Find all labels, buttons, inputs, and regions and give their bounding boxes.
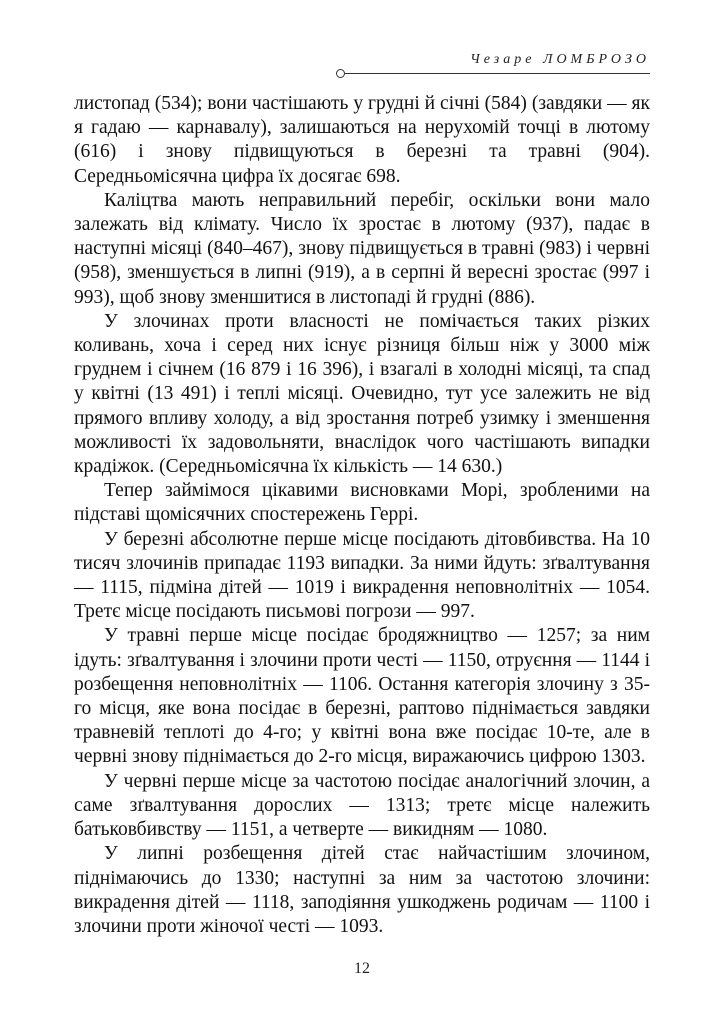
paragraph: У липні розбещення дітей стає найчастішим злочином, піднімаючись до 1330; наступні за ним за частотою злочини: викрадення дітей — 1118, заподіяння ушкоджень родичам — 1100 і злочини проти жіночої честі — 1093. [74, 843, 650, 937]
paragraph: У травні перше місце посідає бродяжництво — 1257; за ним ідуть: зґвалтування і злочини проти честі — 1150, отруєння — 1144 і розбещення неповнолітніх — 1106. Остання категорія злочину з 35-го місця, яке вона посідає в березні, раптово піднімається завдяки травневій теплоті до 4-го; у квітні вона вже посідає 10-те, але в червні знову піднімається до 2-го місця, виражаючись цифрою 1303. [74, 625, 650, 768]
paragraph: листопад (534); вони частішають у грудні й січні (584) (завдяки — як я гадаю — карнавалу), залишаються на нерухомій точці в лютому (616) і знову підвищуються в березні та травні (904). Середньомісячна цифра їх досягає 698. [74, 93, 650, 187]
running-head: Чезаре ЛОМБРОЗО [470, 52, 650, 67]
paragraph: У злочинах проти власності не помічається таких різких коливань, хоча і серед них існує різниця більш ніж у 3000 між груднем і січнем (16 879 і 16 396), і взагалі в холодні місяці, та спад у квітні (13 491) і теплі місяці. Очевидно, тут усе залежить не від прямого впливу холоду, а від зростання потреб узимку і зменшення можливості їх задовольняти, внаслідок чого частішають випадки крадіжок. (Середньомісячна їх кількість — 14 630.) [74, 310, 650, 478]
paragraph: Каліцтва мають неправильний перебіг, оскільки вони мало залежать від клімату. Число їх зростає в лютому (937), падає в наступні місяці (840–467), знову підвищується в травні (983) і червні (958), зменшується в липні (919), а в серпні й вересні зростає (997 і 993), щоб знову зменшитися в листопаді й грудні (886). [74, 189, 650, 308]
page-number: 12 [354, 960, 370, 977]
paragraph: У червні перше місце за частотою посідає аналогічний злочин, а саме зґвалтування дорослих — 1313; третє місце належить батьковбивству — 1151, а четверте — викидням — 1080. [74, 770, 650, 841]
page-body [74, 92, 650, 939]
paragraph: У березні абсолютне перше місце посідають дітовбивства. На 10 тисяч злочинів припадає 1193 випадки. За ними йдуть: зґвалтування — 1115, підміна дітей — 1019 і викрадення неповнолітніх — 1054. Третє місце посідають письмові погрози — 997. [74, 528, 650, 623]
header-rule [344, 73, 650, 74]
paragraph: Тепер займімося цікавими висновками Морі, зробленими на підставі щомісячних спостережень Геррі. [74, 480, 650, 526]
